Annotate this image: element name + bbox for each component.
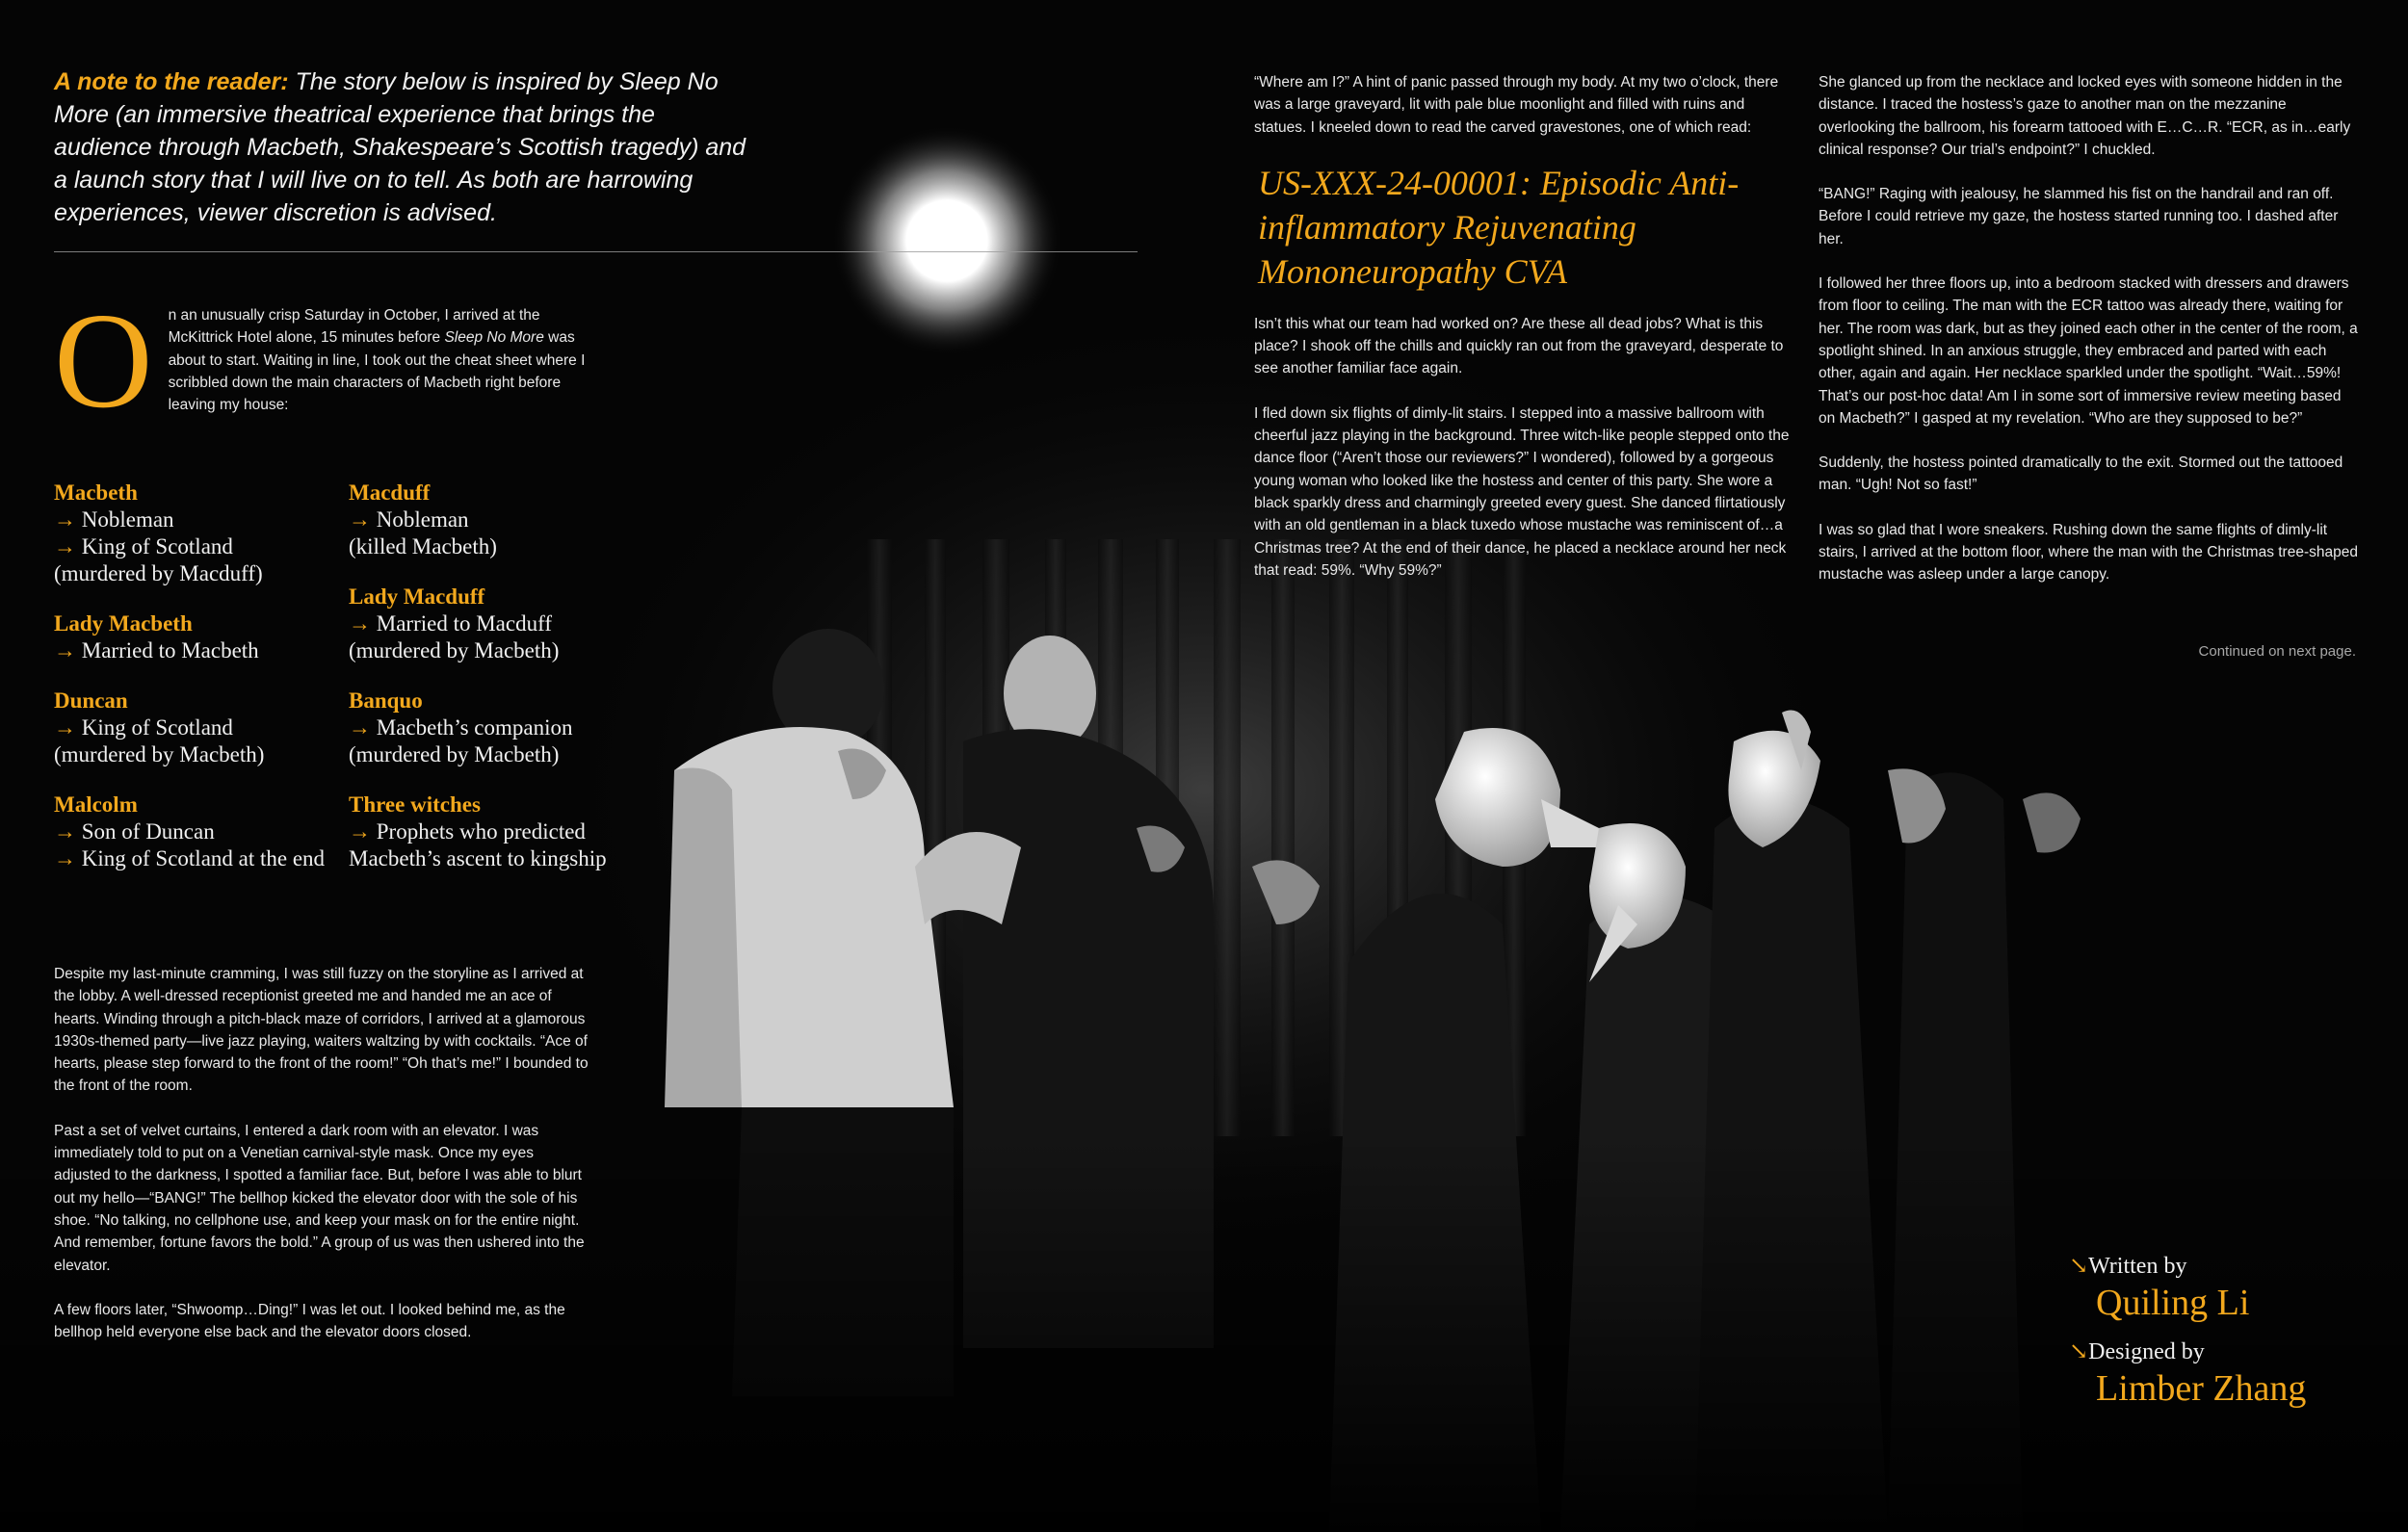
show-title: Sleep No More	[444, 329, 544, 347]
arrow-icon: →	[54, 507, 76, 532]
story-paragraph: Despite my last-minute cramming, I was still fuzzy on the storyline as I arrived at the lobby. A well-dressed receptionist greeted me and handed me an ace of hearts. Winding through a pitch-black maze of corridors, I arrived at a glamorous 1930s-themed party—live jazz playing, waiters waltzing by with cocktails. “Ace of hearts, please step forward to the front of the room!” “Oh that’s me!” I bounded to the front of the room.	[54, 966, 589, 1095]
character-name: Duncan	[54, 688, 128, 713]
intro-text-b: was about to start. Waiting in line, I took out the cheat sheet where I scribbled down the main characters of Macbeth right before leaving my house:	[168, 329, 586, 414]
character-note: (murdered by Macbeth)	[349, 638, 560, 662]
character-name: Macduff	[349, 480, 431, 505]
character-detail: King of Scotland	[81, 534, 233, 558]
arrow-icon: →	[349, 611, 371, 636]
intro-text-a: n an unusually crisp Saturday in October, I arrived at the McKittrick Hotel alone, 15 minutes before	[168, 307, 540, 347]
arrow-icon: →	[54, 819, 76, 844]
written-by-label: Written by	[2088, 1254, 2187, 1279]
story-paragraph: Isn’t this what our team had worked on? Are these all dead jobs? What is this place? I shook off the chills and quickly ran out from the graveyard, desperate to see another familiar face again.	[1254, 315, 1784, 377]
character-note: (killed Macbeth)	[349, 534, 497, 558]
character-detail: Nobleman	[81, 507, 174, 532]
designer-name: Limber Zhang	[2096, 1368, 2307, 1409]
character-entry	[54, 480, 343, 587]
character-entry	[54, 688, 343, 768]
character-note: (murdered by Macbeth)	[349, 742, 560, 766]
arrow-icon: →	[54, 846, 76, 870]
character-entry	[349, 584, 638, 664]
character-detail: Nobleman	[376, 507, 469, 532]
character-entry	[349, 480, 638, 560]
character-name: Macbeth	[54, 480, 138, 505]
character-entry	[349, 792, 638, 872]
character-entry	[54, 792, 343, 872]
reader-note	[54, 65, 747, 229]
character-detail: King of Scotland	[81, 715, 233, 740]
character-note: (murdered by Macduff)	[54, 561, 263, 585]
designed-by-label: Designed by	[2088, 1339, 2205, 1364]
character-detail: Married to Macbeth	[81, 638, 259, 662]
arrow-down-right-icon: ↘	[2069, 1254, 2089, 1279]
character-detail: Married to Macduff	[376, 611, 552, 636]
arrow-icon: →	[54, 715, 76, 740]
story-paragraph: A few floors later, “Shwoomp…Ding!” I was let out. I looked behind me, as the bellhop held everyone else back and the elevator doors closed.	[54, 1301, 565, 1341]
character-note: (murdered by Macbeth)	[54, 742, 265, 766]
characters-column-right	[349, 480, 638, 896]
story-column-right	[1819, 71, 2358, 609]
story-column-left	[54, 963, 593, 1365]
character-entry	[54, 610, 343, 664]
story-paragraph: “Where am I?” A hint of panic passed through my body. At my two o’clock, there was a large graveyard, lit with pale blue moonlight and filled with ruins and statues. I kneeled down to read the carved gravestones, one of which read:	[1254, 74, 1779, 136]
credits	[2069, 1252, 2396, 1423]
continued-note: Continued on next page.	[2198, 643, 2356, 660]
arrow-icon: →	[54, 638, 76, 662]
characters-column-left	[54, 480, 343, 896]
divider-rule	[54, 251, 1138, 252]
arrow-down-right-icon: ↘	[2069, 1339, 2089, 1364]
story-paragraph: Suddenly, the hostess pointed dramatically to the exit. Stormed out the tattooed man. “Ugh! Not so fast!”	[1819, 454, 2343, 494]
story-paragraph: “BANG!” Raging with jealousy, he slammed his fist on the handrail and ran off. Before I could retrieve my gaze, the hostess started running too. I dashed after her.	[1819, 186, 2339, 247]
story-paragraph: I followed her three floors up, into a bedroom stacked with dressers and drawers from floor to ceiling. The man with the ECR tattoo was already there, waiting for her. The room was dark, but as they joined each other in the center of the room, a spotlight shined. In an anxious struggle, they embraced and parted with each other, again and again. Her necklace sparkled under the spotlight. “Wait…59%! That’s our post-hoc data! Am I in some sort of immersive review meeting based on Macbeth?” I gasped at my revelation. “Who are they supposed to be?”	[1819, 275, 2358, 427]
gravestone-headline: US-XXX-24-00001: Episodic Anti-inflammatory Rejuvenating Mononeuropathy CVA	[1258, 163, 1740, 291]
character-note: Macbeth’s ascent to kingship	[349, 846, 607, 870]
character-name: Malcolm	[54, 792, 138, 817]
character-name: Three witches	[349, 792, 481, 817]
character-name: Lady Macbeth	[54, 611, 193, 636]
character-name: Banquo	[349, 688, 423, 713]
arrow-icon: →	[349, 715, 371, 740]
drop-cap: O	[54, 284, 153, 436]
story-paragraph: I was so glad that I wore sneakers. Rushing down the same flights of dimly-lit stairs, I arrived at the bottom floor, where the man with the Christmas tree-shaped mustache was asleep under a large canopy.	[1819, 521, 2358, 584]
character-detail: Macbeth’s companion	[376, 715, 573, 740]
intro-paragraph	[54, 284, 593, 436]
character-entry	[349, 688, 638, 768]
arrow-icon: →	[349, 819, 371, 844]
writer-name: Quiling Li	[2096, 1283, 2250, 1323]
reader-note-label: A note to the reader:	[54, 68, 289, 95]
spotlight	[831, 125, 1062, 356]
reader-note-text: The story below is inspired by Sleep No More (an immersive theatrical experience that brings the audience through Macbeth, Shakespeare’s Scottish tragedy) and a launch story that I will live on to tell. As both are harrowing experiences, viewer discretion is advised.	[54, 68, 746, 226]
story-paragraph: I fled down six flights of dimly-lit stairs. I stepped into a massive ballroom with cheerful jazz playing in the background. Three witch-like people stepped onto the dance floor (“Aren’t those our reviewers?” I wondered), followed by a gorgeous young woman who looked like the hostess and center of this party. She wore a black sparkly dress and charmingly greeted every guest. She danced flirtatiously with an old gentleman in a black tuxedo whose mustache was reminiscent of…a Christmas tree? At the end of their dance, he placed a necklace around her neck that read: 59%. “Why 59%?”	[1254, 404, 1790, 579]
character-detail: King of Scotland at the end	[81, 846, 326, 870]
story-column-middle	[1254, 71, 1793, 604]
character-name: Lady Macduff	[349, 584, 485, 609]
arrow-icon: →	[349, 507, 371, 532]
arrow-icon: →	[54, 534, 76, 558]
character-detail: Son of Duncan	[81, 819, 215, 844]
story-paragraph: She glanced up from the necklace and locked eyes with someone hidden in the distance. I traced the hostess’s gaze to another man on the mezzanine overlooking the ballroom, his forearm tattooed with E…C…R. “ECR, as in…early clinical response? Our trial’s endpoint?” I chuckled.	[1819, 74, 2351, 158]
character-detail: Prophets who predicted	[376, 819, 586, 844]
story-paragraph: Past a set of velvet curtains, I entered a dark room with an elevator. I was immediately told to put on a Venetian carnival-style mask. Once my eyes adjusted to the darkness, I spotted a familiar face. But, before I was able to blurt out my hello—“BANG!” The bellhop kicked the elevator door with the sole of his shoe. “No talking, no cellphone use, and keep your mask on for the entire night. And remember, fortune favors the bold.” A group of us was then ushered into the elevator.	[54, 1122, 585, 1274]
